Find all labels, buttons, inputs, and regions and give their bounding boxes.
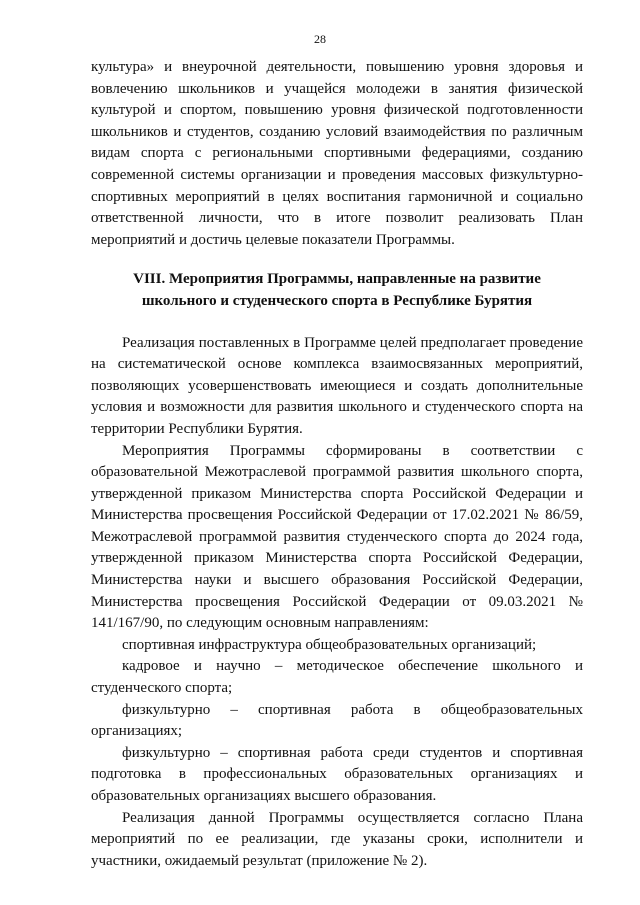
direction-student-sports-work: физкультурно – спортивная работа среди студентов и спортивная подготовка в профессиональных образовательных организациях и образовательных организациях высшего образования. [91,744,583,804]
intro-paragraph: культура» и внеурочной деятельности, повышению уровня здоровья и вовлечению школьников и учащейся молодежи в занятия физической культурой и спортом, повышению уровня физической подготовленности школьников и студентов, созданию условий взаимодействия по различным видам спорта с региональными спортивными федерациями, созданию современной системы организации и проведения массовых физкультурно-спортивных мероприятий в целях воспитания гармоничной и социально ответственной личности, что в итоге позволит реализовать План мероприятий и достичь целевые показатели Программы. [91,59,583,248]
document-body [91,57,583,872]
direction-staffing: кадровое и научно – методическое обеспечение школьного и студенческого спорта; [91,658,583,697]
direction-infrastructure: спортивная инфраструктура общеобразовательных организаций; [122,636,537,653]
section-heading-line-2: школьного и студенческого спорта в Республике Бурятия [141,292,533,309]
section-heading-line-1: VIII. Мероприятия Программы, направленные на развитие [133,271,541,288]
section-heading [91,269,583,312]
direction-school-sports-work: физкультурно – спортивная работа в общеобразовательных организациях; [91,701,583,740]
paragraph-basis: Мероприятия Программы сформированы в соответствии с образовательной Межотраслевой программой развития школьного спорта, утвержденной приказом Министерства спорта Российской Федерации и Министерства просвещения Российской Федерации от 17.02.2021 № 86/59, Межотраслевой программой развития студенческого спорта до 2024 года, утвержденной приказом Министерства спорта Российской Федерации, Министерства науки и высшего образования Российской Федерации, Министерства просвещения Российской Федерации от 09.03.2021 № 141/167/90, по следующим основным направлениям: [91,442,583,632]
paragraph-goals: Реализация поставленных в Программе целей предполагает проведение на систематической основе комплекса взаимосвязанных мероприятий, позволяющих усовершенствовать имеющиеся и создать дополнительные условия и возможности для развития школьного и студенческого спорта на территории Республики Бурятия. [91,334,583,437]
page-number: 28 [314,32,326,46]
paragraph-implementation: Реализация данной Программы осуществляется согласно Плана мероприятий по ее реализации, где указаны сроки, исполнители и участники, ожидаемый результат (приложение № 2). [91,809,583,869]
